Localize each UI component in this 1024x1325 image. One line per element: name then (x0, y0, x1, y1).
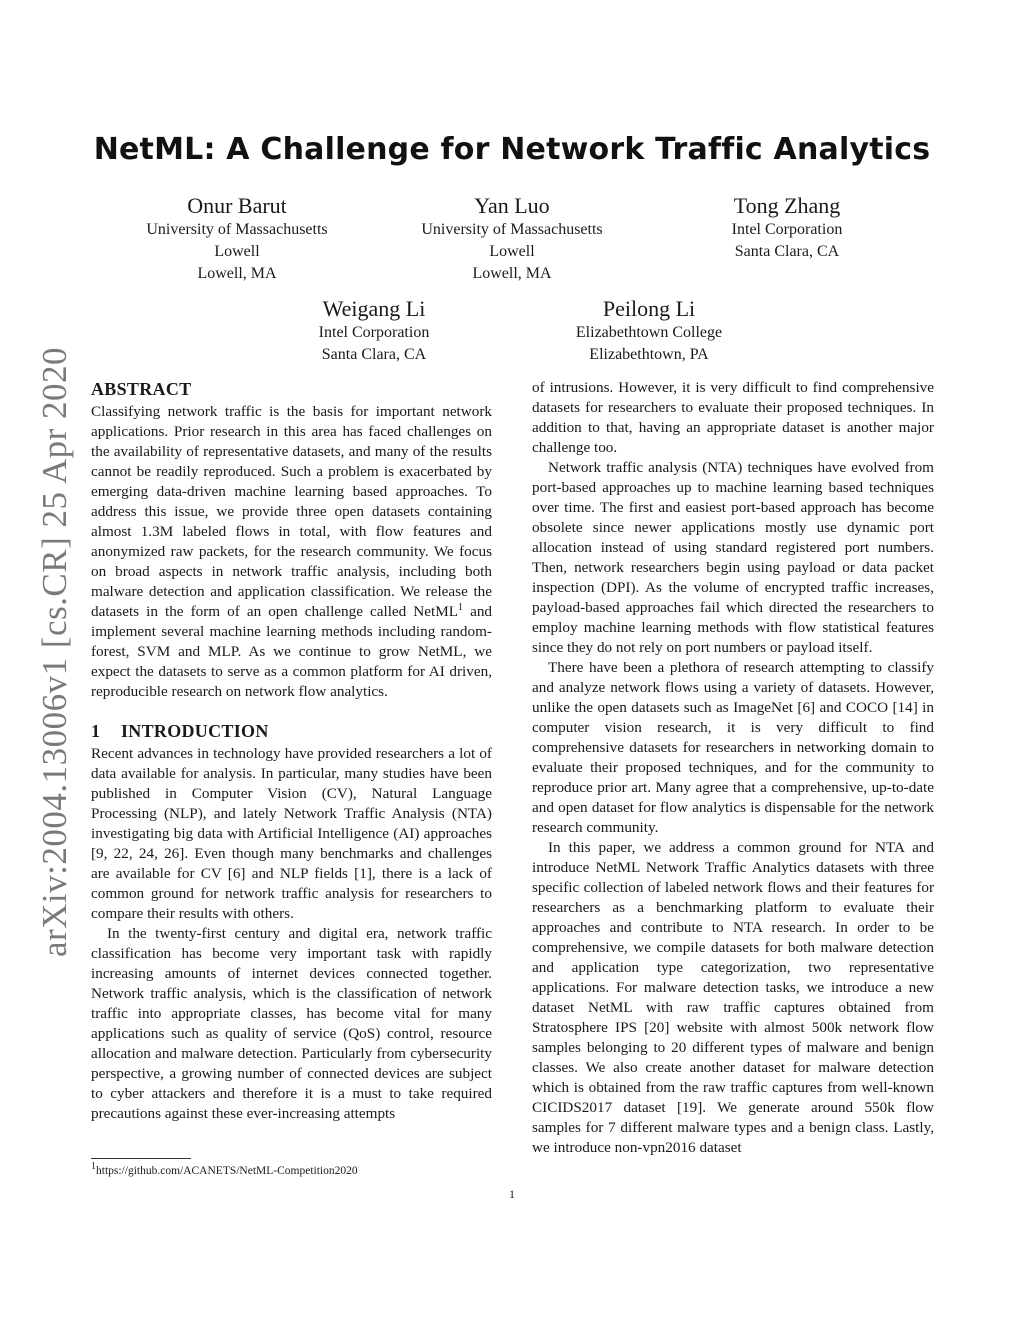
footnote-link[interactable]: https://github.com/ACANETS/NetML-Competition2020 (96, 1165, 358, 1177)
author-block (509, 296, 789, 366)
author-affiliation-line: Lowell, MA (472, 265, 552, 282)
author-name: Yan Luo (474, 193, 550, 218)
author-affiliation-line: Santa Clara, CA (734, 243, 840, 260)
author-affiliation-line: Lowell (489, 243, 535, 260)
footnote-divider (91, 1158, 191, 1159)
author-name: Onur Barut (187, 193, 287, 218)
author-affiliation-line: University of Massachusetts (146, 221, 328, 238)
body-paragraph: There have been a plethora of research attempting to classify and analyze network flows using a variety of datasets. However, unlike the open datasets such as ImageNet [6] and COCO [14] in computer vision research, it is very difficult to find comprehensive datasets for researchers in networking domain to evaluate their proposed techniques, and for the community to reproduce prior art. Many agree that a comprehensive, up-to-date and open dataset for flow analytics is dispensable for the network research community. (532, 659, 934, 836)
body-paragraph: In this paper, we address a common ground for NTA and introduce NetML Network Traffic Analytics datasets with three specific collection of labeled network flows and their features for researchers as a benchmarking platform to evaluate their approaches and contribute to NTA research. In order to be comprehensive, we compile datasets for both malware detection and application type categorization, two representative applications. For malware detection tasks, we introduce a new dataset NetML with raw traffic captures obtained from Stratosphere IPS [20] website with almost 500k network flow samples belonging to 20 different types of malware and benign classes. We also create another dataset for malware detection which is obtained from the raw traffic captures from well-known CICIDS2017 dataset [19]. We generate around 550k flow samples for 7 different malware types and a benign class. Lastly, we introduce non-vpn2016 dataset (532, 839, 934, 1156)
body-paragraph: In the twenty-first century and digital era, network traffic classification has become very important task with rapidly increasing amounts of internet devices connected together. Network traffic analysis, which is the classification of network traffic into appropriate classes, has become vital for many applications such as quality of service (QoS) control, resource allocation and malware detection. Particularly from cybersecurity perspective, a growing number of connected devices are subject to cyber attackers and therefore it is a must to take required precautions against these ever-increasing attempts (91, 925, 492, 1122)
abstract-heading: ABSTRACT (91, 379, 192, 399)
author-affiliation-line: Intel Corporation (731, 221, 843, 238)
author-affiliation-line: Santa Clara, CA (321, 346, 427, 363)
author-affiliation-line: Elizabethtown, PA (589, 346, 709, 363)
section-number: 1 (91, 721, 101, 741)
author-block (97, 193, 377, 285)
footnote-marker: 1 (458, 601, 464, 613)
page-number: 1 (509, 1187, 515, 1201)
footnote-marker: 1 (91, 1161, 96, 1173)
author-name: Weigang Li (322, 296, 426, 321)
author-name: Peilong Li (602, 296, 696, 321)
footnote (91, 1163, 358, 1179)
body-paragraph: Recent advances in technology have provided researchers a lot of data available for analysis. In particular, many studies have been published in Computer Vision (CV), Natural Language Processing (NLP), and lately Network Traffic Analysis (NTA) investigating big data with Artificial Intelligence (AI) approaches [9, 22, 24, 26]. Even though many benchmarks and challenges are available for CV [6] and NLP fields [1], there is a lack of common ground for network traffic analysis for researchers to compare their results with others. (91, 745, 492, 922)
author-block (234, 296, 514, 366)
author-affiliation-line: University of Massachusetts (421, 221, 603, 238)
introduction-heading (91, 718, 492, 744)
author-affiliation-line: Lowell (214, 243, 260, 260)
arxiv-identifier: arXiv:2004.13006v1 [cs.CR] 25 Apr 2020 (35, 346, 74, 958)
body-paragraph: Network traffic analysis (NTA) techniques have evolved from port-based approaches up to machine learning based techniques over time. The first and easiest port-based approach has become obsolete since newer applications mostly use dynamic port allocation instead of using standard registered port numbers. Then, network researchers begin using payload or data packet inspection (DPI). As the volume of encrypted traffic increases, payload-based approaches fail which directed the researchers to employ machine learning methods with flow statistical features since they do not rely on port numbers or payload itself. (532, 459, 934, 656)
section-title: INTRODUCTION (121, 721, 269, 741)
author-affiliation-line: Lowell, MA (197, 265, 277, 282)
body-paragraph: of intrusions. However, it is very difficult to find comprehensive datasets for researchers to evaluate their proposed techniques. In addition to that, having an appropriate dataset is another major challenge too. (532, 379, 934, 456)
author-name: Tong Zhang (733, 193, 841, 218)
author-block (372, 193, 652, 285)
author-affiliation-line: Elizabethtown College (575, 324, 723, 341)
author-affiliation-line: Intel Corporation (318, 324, 430, 341)
abstract-text: Classifying network traffic is the basis for important network applications. Prior research in this area has faced challenges on the availability of representative datasets, and many of the results cannot be readily reproduced. Such a problem is exacerbated by emerging data-driven machine learning based approaches. To address this issue, we provide three open datasets containing almost 1.3M labeled flows in total, with flow features and anonymized raw packets, for the research community. We focus on broad aspects in network traffic analysis, including both malware detection and application classification. We release the datasets in the form of an open challenge called NetML$^1$ and implement several machine learning methods including random-forest, SVM and MLP. As we continue to grow NetML, we expect the datasets to serve as a common platform for AI driven, reproducible research on network flow analytics. (91, 403, 493, 700)
right-column (532, 378, 934, 1158)
left-column (91, 376, 492, 1124)
author-block (647, 193, 927, 263)
paper-title: NetML: A Challenge for Network Traffic Analytics (93, 132, 931, 167)
